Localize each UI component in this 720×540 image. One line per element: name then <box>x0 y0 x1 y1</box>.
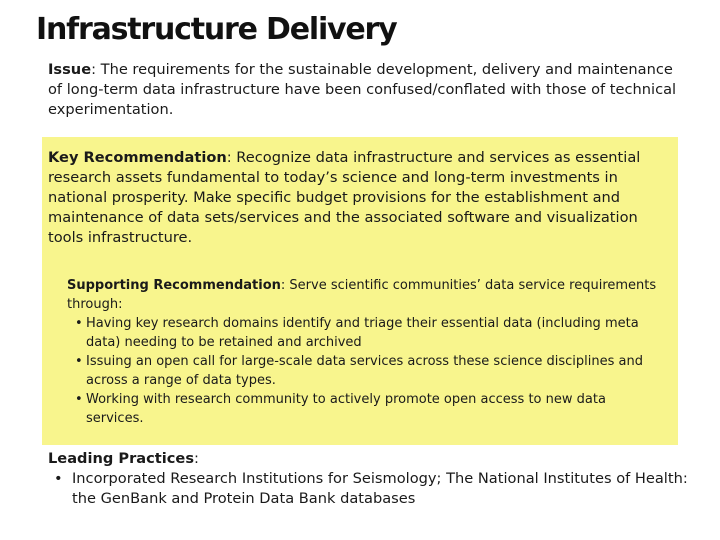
list-item-text: Having key research domains identify and triage their essential data (including meta data) needing to be retained and archived <box>86 316 639 350</box>
slide-title: Infrastructure Delivery <box>36 12 397 47</box>
issue-label: Issue <box>48 61 92 78</box>
leading-practices-label: Leading Practices <box>48 450 195 467</box>
list-item-text: Working with research community to actively promote open access to new data services. <box>86 392 606 426</box>
supporting-recommendation-list <box>67 314 667 428</box>
list-item <box>67 390 667 428</box>
leading-practices-block <box>48 449 688 509</box>
list-item-text: Issuing an open call for large-scale data services across these science disciplines and across a range of data types. <box>86 354 643 388</box>
list-item-text: Incorporated Research Institutions for Seismology; The National Institutes of Health: the GenBank and Protein Data Bank databases <box>72 470 688 507</box>
bullet-icon: • <box>54 470 63 487</box>
bullet-icon: • <box>75 316 83 331</box>
key-recommendation-text: Recognize data infrastructure and services as essential research assets fundamental to today’s science and long-term investments in national prosperity. Make specific budget provisions for the establishment and maintenance of data sets/services and the associated software and visualization tools infrastructure. <box>48 149 641 246</box>
bullet-icon: • <box>75 392 83 407</box>
supporting-recommendation-text: Serve scientific communities’ data service requirements through: <box>67 278 657 312</box>
bullet-icon: • <box>75 354 83 369</box>
key-recommendation-label: Key Recommendation <box>48 149 227 166</box>
supporting-recommendation-label: Supporting Recommendation <box>67 278 281 293</box>
leading-practices-list <box>48 469 688 509</box>
leading-practices-separator: : <box>194 450 199 467</box>
supporting-recommendation-separator: : <box>280 278 286 293</box>
key-recommendation-separator: : <box>226 149 232 166</box>
list-item <box>67 314 667 352</box>
leading-practices-heading <box>48 449 688 469</box>
list-item <box>67 352 667 390</box>
issue-text: The requirements for the sustainable development, delivery and maintenance of long-term data infrastructure have been confused/conflated with those of technical experimentation. <box>48 61 677 118</box>
issue-paragraph <box>48 60 688 120</box>
list-item <box>48 469 688 509</box>
supporting-recommendation-block <box>67 276 667 428</box>
issue-separator: : <box>91 61 97 78</box>
key-recommendation-paragraph <box>48 148 668 248</box>
supporting-recommendation-intro <box>67 276 667 314</box>
